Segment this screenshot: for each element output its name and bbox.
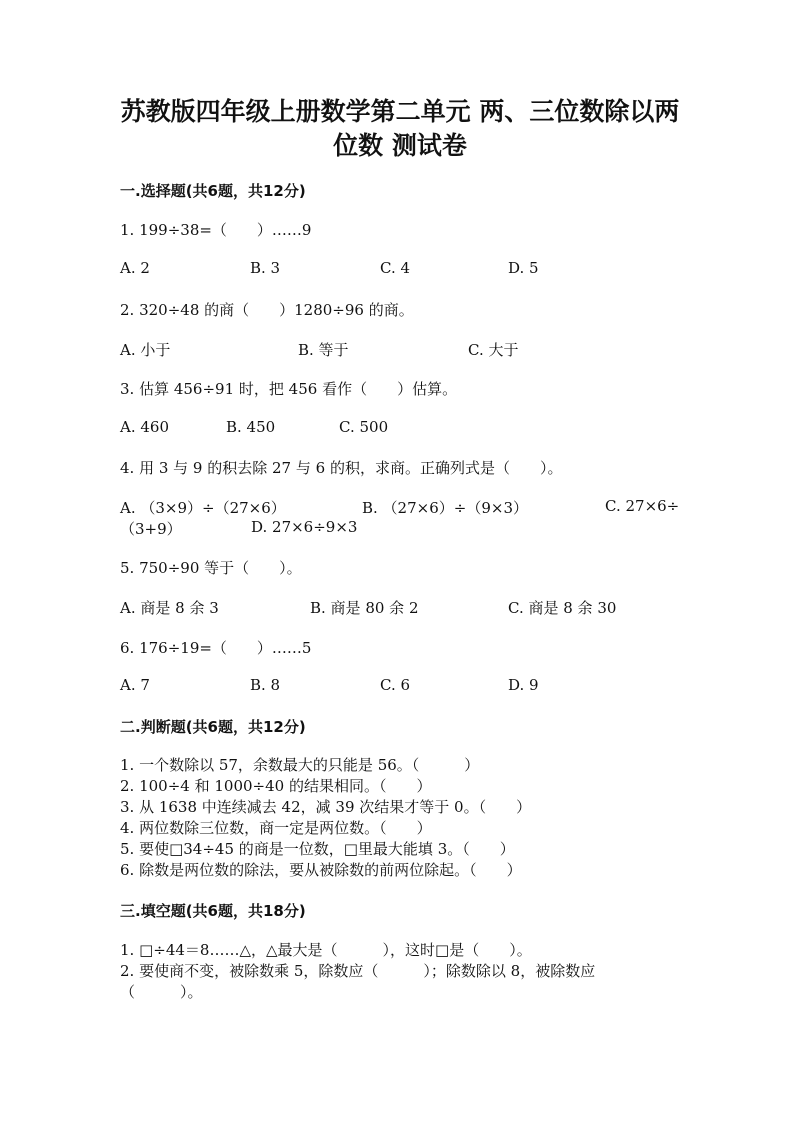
option-b: B. 450 xyxy=(226,418,276,436)
option-b: B. 商是 80 余 2 xyxy=(310,599,419,617)
option-d: D. 27×6÷9×3 xyxy=(251,518,358,536)
list-item: 5. 要使□34÷45 的商是一位数，□里最大能填 3。（ ） xyxy=(120,840,515,858)
section-heading-choice: 一.选择题(共6题，共12分) xyxy=(120,182,306,200)
option-a: A. 商是 8 余 3 xyxy=(120,599,219,617)
option-d: D. 9 xyxy=(508,676,539,694)
option-b: B. 8 xyxy=(250,676,281,694)
list-item: 1. 一个数除以 57，余数最大的只能是 56。（ ） xyxy=(120,756,480,774)
question-text: 5. 750÷90 等于（ ）。 xyxy=(120,559,302,577)
option-d: D. 5 xyxy=(508,259,539,277)
section-heading-judgement: 二.判断题(共6题，共12分) xyxy=(120,718,306,736)
option-a: A. （3×9）÷（27×6） xyxy=(120,499,286,517)
question-text: 1. 199÷38=（ ）……9 xyxy=(120,221,312,239)
list-item: 1. □÷44＝8……△，△最大是（ ），这时□是（ ）。 xyxy=(120,941,532,959)
option-a: A. 7 xyxy=(120,676,150,694)
list-item-continued: （ ）。 xyxy=(120,983,203,1001)
option-c: C. 商是 8 余 30 xyxy=(508,599,617,617)
option-c: C. 27×6÷ xyxy=(605,497,680,515)
option-b: B. 3 xyxy=(250,259,281,277)
option-c: C. 4 xyxy=(380,259,411,277)
list-item: 2. 100÷4 和 1000÷40 的结果相同。（ ） xyxy=(120,777,432,795)
page-title-line1: 苏教版四年级上册数学第二单元 两、三位数除以两 xyxy=(120,97,680,126)
option-a: A. 2 xyxy=(120,259,150,277)
list-item: 2. 要使商不变，被除数乘 5，除数应（ ）；除数除以 8，被除数应 xyxy=(120,962,596,980)
question-text: 2. 320÷48 的商（ ）1280÷96 的商。 xyxy=(120,301,414,319)
question-text: 3. 估算 456÷91 时，把 456 看作（ ）估算。 xyxy=(120,380,458,398)
section-heading-fill-blank: 三.填空题(共6题，共18分) xyxy=(120,902,306,920)
option-c: C. 大于 xyxy=(468,341,519,359)
option-c: C. 6 xyxy=(380,676,411,694)
option-c-continued: （3+9） xyxy=(120,520,182,538)
list-item: 6. 除数是两位数的除法，要从被除数的前两位除起。（ ） xyxy=(120,861,522,879)
option-a: A. 460 xyxy=(120,418,169,436)
list-item: 3. 从 1638 中连续减去 42，减 39 次结果才等于 0。（ ） xyxy=(120,798,532,816)
question-text: 4. 用 3 与 9 的积去除 27 与 6 的积，求商。正确列式是（ ）。 xyxy=(120,459,563,477)
option-c: C. 500 xyxy=(339,418,389,436)
question-text: 6. 176÷19=（ ）……5 xyxy=(120,639,312,657)
page-title-line2: 位数 测试卷 xyxy=(333,131,467,160)
list-item: 4. 两位数除三位数，商一定是两位数。（ ） xyxy=(120,819,432,837)
option-b: B. （27×6）÷（9×3） xyxy=(362,499,528,517)
option-b: B. 等于 xyxy=(298,341,349,359)
option-a: A. 小于 xyxy=(120,341,171,359)
